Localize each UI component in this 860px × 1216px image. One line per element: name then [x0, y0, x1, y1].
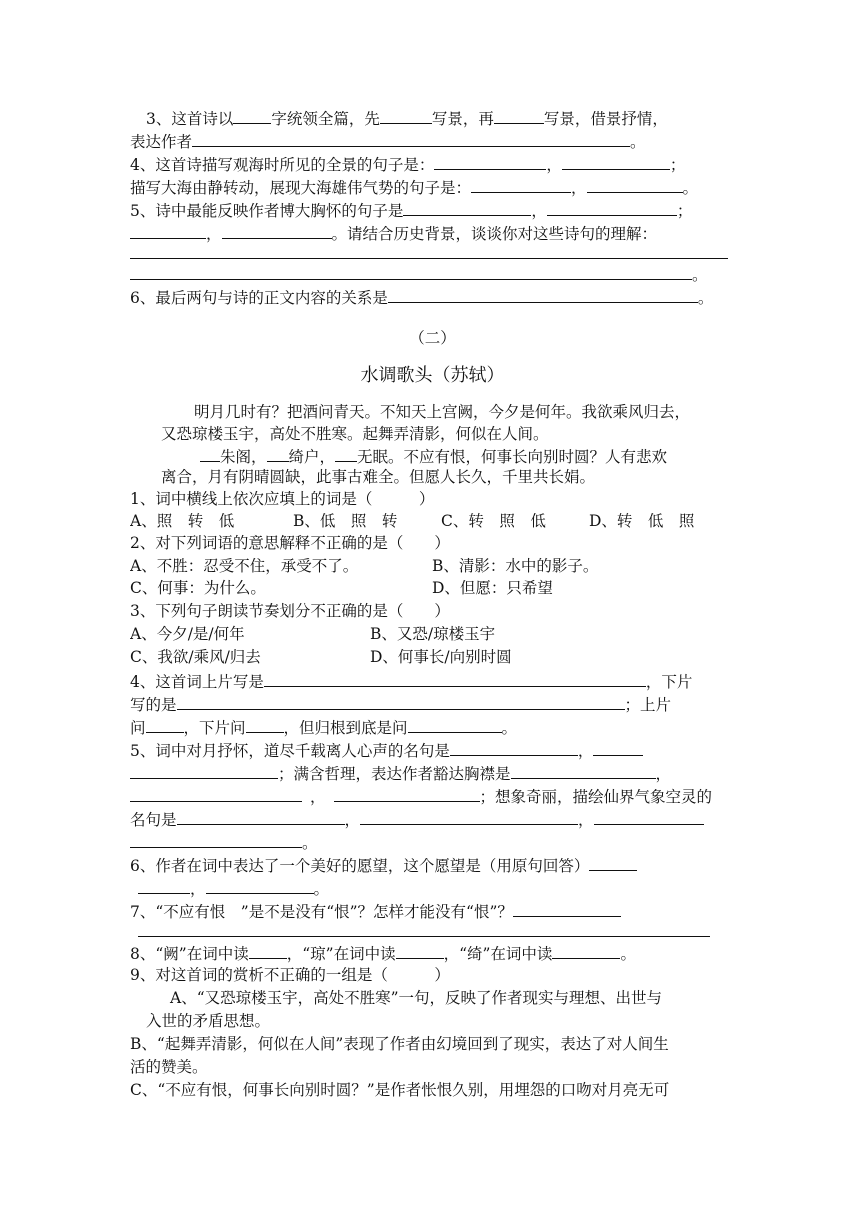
- blank[interactable]: [587, 175, 683, 193]
- poem-line-1: 明月几时有？把酒问青天。不知天上宫阙，今夕是何年。我欲乘风归去，: [194, 403, 691, 421]
- q3-options-2: [130, 646, 735, 668]
- blank[interactable]: [130, 221, 206, 239]
- blank[interactable]: [264, 669, 646, 687]
- q9-option-a-line1: A、“又恐琼楼玉宇，高处不胜寒”一句，反映了作者现实与理想、出世与: [170, 989, 663, 1007]
- q1: 1、词中横线上依次应填上的词是（ ）: [130, 490, 435, 508]
- q3: 3、下列句子朗读节奏划分不正确的是（ ）: [130, 602, 450, 620]
- blank[interactable]: [403, 198, 531, 216]
- p1-q3-line2: 表达作者 。: [130, 129, 735, 153]
- blank[interactable]: [594, 807, 704, 825]
- section-number: （二）: [409, 329, 456, 347]
- blank[interactable]: [408, 715, 502, 733]
- blank[interactable]: [130, 761, 278, 779]
- answer-line[interactable]: [130, 258, 728, 259]
- q5-line3: ， ；想象奇丽，描绘仙界气象空灵的: [130, 784, 735, 808]
- poem-line-4: 离合，月有阴晴圆缺，此事古难全。但愿人长久，千里共长娟。: [161, 468, 596, 486]
- option-d[interactable]: D、但愿：只希望: [432, 579, 553, 597]
- blank[interactable]: [471, 175, 571, 193]
- option-c[interactable]: C、我欲/乘风/归去: [130, 648, 261, 666]
- option-a[interactable]: A、照 转 低: [130, 512, 235, 530]
- q4-line3: 问 ，下片问 ，但归根到底是问 。: [130, 715, 735, 739]
- q9-option-a-line2: 入世的矛盾思想。: [146, 1012, 271, 1030]
- p1-q5-line4: 。: [130, 262, 735, 286]
- answer-line[interactable]: [138, 936, 710, 937]
- blank[interactable]: [200, 444, 220, 462]
- blank[interactable]: [146, 715, 184, 733]
- blank[interactable]: [593, 738, 643, 756]
- blank[interactable]: [494, 106, 544, 124]
- p1-q3-text: 3、这首诗以: [146, 110, 234, 128]
- blank[interactable]: [589, 853, 637, 871]
- q2-options-1: [130, 555, 735, 577]
- p1-q4-line2: 描写大海由静转动，展现大海雄伟气势的句子是： ， 。: [130, 175, 735, 199]
- blank[interactable]: [177, 692, 625, 710]
- blank[interactable]: [138, 876, 190, 894]
- blank[interactable]: [130, 830, 302, 848]
- q6-line2: ， 。: [130, 876, 735, 900]
- blank[interactable]: [450, 738, 578, 756]
- q9-option-b-line2: 活的赞美。: [130, 1058, 208, 1076]
- p1-q3-line1: 3、这首诗以 字统领全篇，先 写景，再 写景，借景抒情，: [130, 106, 735, 130]
- blank[interactable]: [396, 941, 444, 959]
- q8-line: 8、“阙”在词中读 ，“琼”在词中读 ，“绮”在词中读 。: [130, 941, 735, 965]
- q5-line5: 。: [130, 830, 735, 854]
- blank[interactable]: [130, 262, 692, 280]
- blank[interactable]: [249, 941, 287, 959]
- q5-line4: 名句是 ， ，: [130, 807, 735, 831]
- p1-q5-line1: 5、诗中最能反映作者博大胸怀的句子是 ， ；: [130, 198, 735, 222]
- q9: 9、对这首词的赏析不正确的一组是（ ）: [130, 966, 450, 984]
- blank[interactable]: [246, 715, 284, 733]
- blank[interactable]: [360, 807, 578, 825]
- option-b[interactable]: B、低 照 转: [293, 512, 398, 530]
- blank[interactable]: [434, 152, 546, 170]
- q9-option-b-line1[interactable]: B、“起舞弄清影，何似在人间”表现了作者由幻境回到了现实，表达了对人间生: [130, 1035, 669, 1053]
- blank[interactable]: [177, 807, 345, 825]
- option-d[interactable]: D、转 低 照: [589, 512, 695, 530]
- blank[interactable]: [511, 761, 656, 779]
- blank[interactable]: [206, 876, 314, 894]
- q5-line1: 5、词中对月抒怀，道尽千载离人心声的名句是 ，: [130, 738, 735, 762]
- option-c[interactable]: C、何事：为什么。: [130, 579, 266, 597]
- blank[interactable]: [130, 784, 302, 802]
- q4-line2: 写的是 ；上片: [130, 692, 735, 716]
- blank[interactable]: [233, 106, 271, 124]
- blank[interactable]: [562, 152, 670, 170]
- p1-q5-line2: ， 。请结合历史背景，谈谈你对这些诗句的理解：: [130, 221, 735, 245]
- blank[interactable]: [380, 106, 432, 124]
- q6-line1: 6、作者在词中表达了一个美好的愿望，这个愿望是（用原句回答）: [130, 853, 735, 877]
- q7-line1: 7、“不应有恨 ”是不是没有“恨”？怎样才能没有“恨”？: [130, 899, 735, 923]
- poem-line-3: 朱阁， 绮户， 无眠。不应有恨，何事长向别时圆？人有悲欢: [130, 444, 735, 468]
- blank[interactable]: [334, 784, 480, 802]
- q9-option-c-line1[interactable]: C、“不应有恨，何事长向别时圆？”是作者怅恨久别，用埋怨的口吻对月亮无可: [130, 1081, 670, 1099]
- blank[interactable]: [335, 444, 357, 462]
- blank[interactable]: [192, 129, 630, 147]
- option-c[interactable]: C、转 照 低: [441, 512, 546, 530]
- option-a[interactable]: A、今夕/是/何年: [130, 625, 245, 643]
- q5-line2: ；满含哲理，表达作者豁达胸襟是 ，: [130, 761, 735, 785]
- q3-options-1: [130, 623, 735, 645]
- option-b[interactable]: B、清影：水中的影子。: [432, 557, 599, 575]
- q2: 2、对下列词语的意思解释不正确的是（ ）: [130, 534, 450, 552]
- p1-q6-line: 6、最后两句与诗的正文内容的关系是 。: [130, 285, 735, 309]
- q4-line1: 4、这首词上片写是 ，下片: [130, 669, 735, 693]
- poem-title: 水调歌头（苏轼）: [360, 365, 505, 386]
- blank[interactable]: [513, 899, 621, 917]
- blank[interactable]: [267, 444, 289, 462]
- q1-options: [130, 510, 735, 532]
- poem-line-2: 又恐琼楼玉宇，高处不胜寒。起舞弄清影，何似在人间。: [161, 425, 549, 443]
- p1-q4-line1: 4、这首诗描写观海时所见的全景的句子是： ， ；: [130, 152, 735, 176]
- blank[interactable]: [222, 221, 332, 239]
- blank[interactable]: [552, 941, 620, 959]
- q2-options-2: [130, 577, 735, 599]
- blank[interactable]: [388, 285, 698, 303]
- option-b[interactable]: B、又恐/琼楼玉宇: [370, 625, 496, 643]
- option-a[interactable]: A、不胜：忍受不住，承受不了。: [130, 557, 359, 575]
- blank[interactable]: [547, 198, 677, 216]
- option-d[interactable]: D、何事长/向别时圆: [370, 648, 512, 666]
